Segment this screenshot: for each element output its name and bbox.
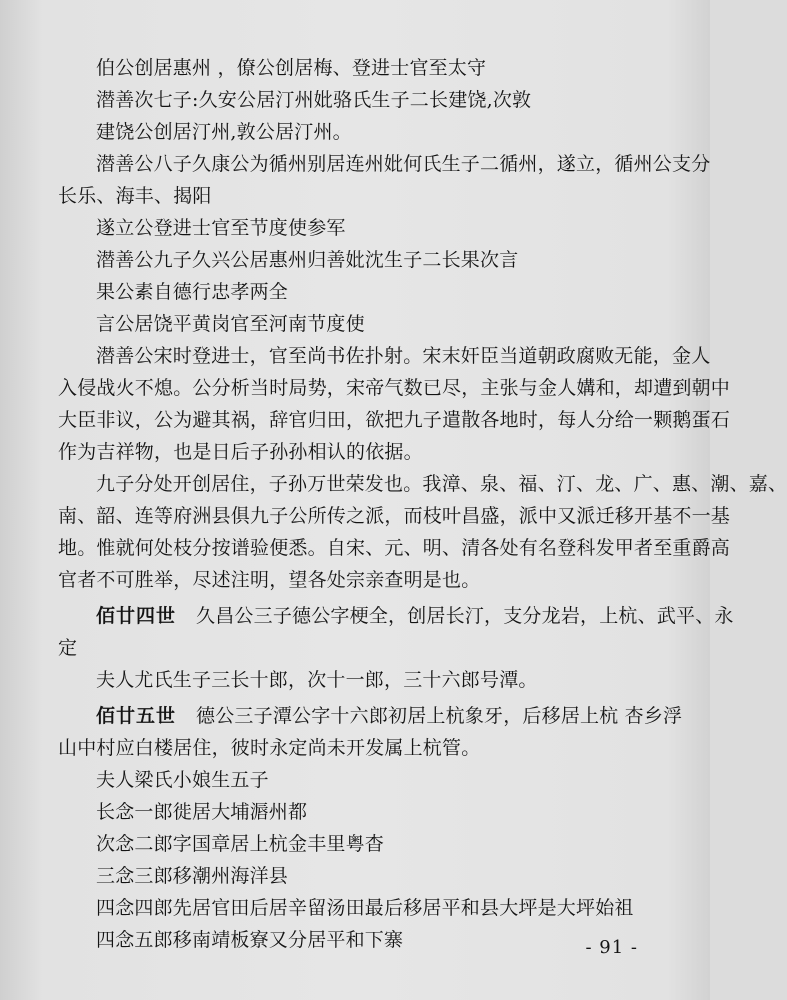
wife-line: 夫人尤氏生子三长十郎，次十一郎，三十六郎号潭。: [96, 669, 538, 691]
generation-label: 佰廿五世: [96, 705, 177, 727]
paragraph-line: 伯公创居惠州 ，僚公创居梅、登进士官至太守: [96, 57, 487, 79]
son-line: 三念三郎移潮州海洋县: [96, 865, 289, 887]
paragraph-line: 作为吉祥物，也是日后子孙孙相认的依据。: [58, 441, 423, 463]
page-body: [58, 52, 787, 956]
page-number: - 91 -: [585, 937, 638, 958]
son-line: 次念二郎字国章居上杭金丰里粤杳: [96, 833, 385, 855]
son-line: 四念四郎先居官田后居辛留汤田最后移居平和县大坪是大坪始祖: [96, 897, 634, 919]
paragraph-line: 九子分处开创居住，子孙万世荣发也。我漳、泉、福、汀、龙、广、惠、潮、嘉、: [96, 473, 787, 495]
paragraph-line: 言公居饶平黄岗官至河南节度使: [96, 313, 365, 335]
paragraph-line: 遂立公登进士官至节度使参军: [96, 217, 346, 239]
paragraph-line: 入侵战火不熄。公分析当时局势，宋帝气数已尽，主张与金人媾和，却遭到朝中: [58, 377, 731, 399]
paragraph-line: 山中村应白楼居住，彼时永定尚未开发属上杭管。: [58, 737, 481, 759]
paragraph-line: 潜善公九子久兴公居惠州归善妣沈生子二长果次言: [96, 249, 519, 271]
paragraph-line: 潜善公宋时登进士，官至尚书佐扑射。宋末奸臣当道朝政腐败无能，金人: [96, 345, 711, 367]
paragraph-line: 潜善次七子:久安公居汀州妣骆氏生子二长建饶,次敦: [96, 89, 532, 111]
paragraph-line: 地。惟就何处枝分按谱验便悉。自宋、元、明、清各处有名登科发甲者至重爵高: [58, 537, 731, 559]
generation-24-entry: [58, 600, 734, 632]
son-line: 长念一郎徙居大埔滣州都: [96, 801, 308, 823]
paragraph-line: 果公素自德行忠孝两全: [96, 281, 289, 303]
generation-text: 久昌公三子德公字梗全，创居长汀，支分龙岩，上杭、武平、永: [196, 605, 734, 627]
wife-line: 夫人梁氏小娘生五子: [96, 769, 269, 791]
paragraph-line: 长乐、海丰、揭阳: [58, 185, 212, 207]
generation-25-entry: [58, 700, 683, 732]
paragraph-line: 建饶公创居汀州,敦公居汀州。: [96, 121, 352, 143]
generation-label: 佰廿四世: [96, 605, 177, 627]
paragraph-line: 定: [58, 637, 78, 659]
paragraph-line: 大臣非议，公为避其祸，辞官归田，欲把九子遣散各地时，每人分给一颗鹅蛋石: [58, 409, 731, 431]
generation-text: 德公三子潭公字十六郎初居上杭象牙，后移居上杭 杏乡浮: [196, 705, 683, 727]
paragraph-line: 南、韶、连等府洲县俱九子公所传之派，而枝叶昌盛，派中又派迁移开基不一基: [58, 505, 731, 527]
son-line: 四念五郎移南靖板寮又分居平和下寨: [96, 929, 404, 951]
paragraph-line: 官者不可胜举，尽述注明，望各处宗亲查明是也。: [58, 569, 481, 591]
paragraph-line: 潜善公八子久康公为循州别居连州妣何氏生子二循州，遂立，循州公支分: [96, 153, 711, 175]
